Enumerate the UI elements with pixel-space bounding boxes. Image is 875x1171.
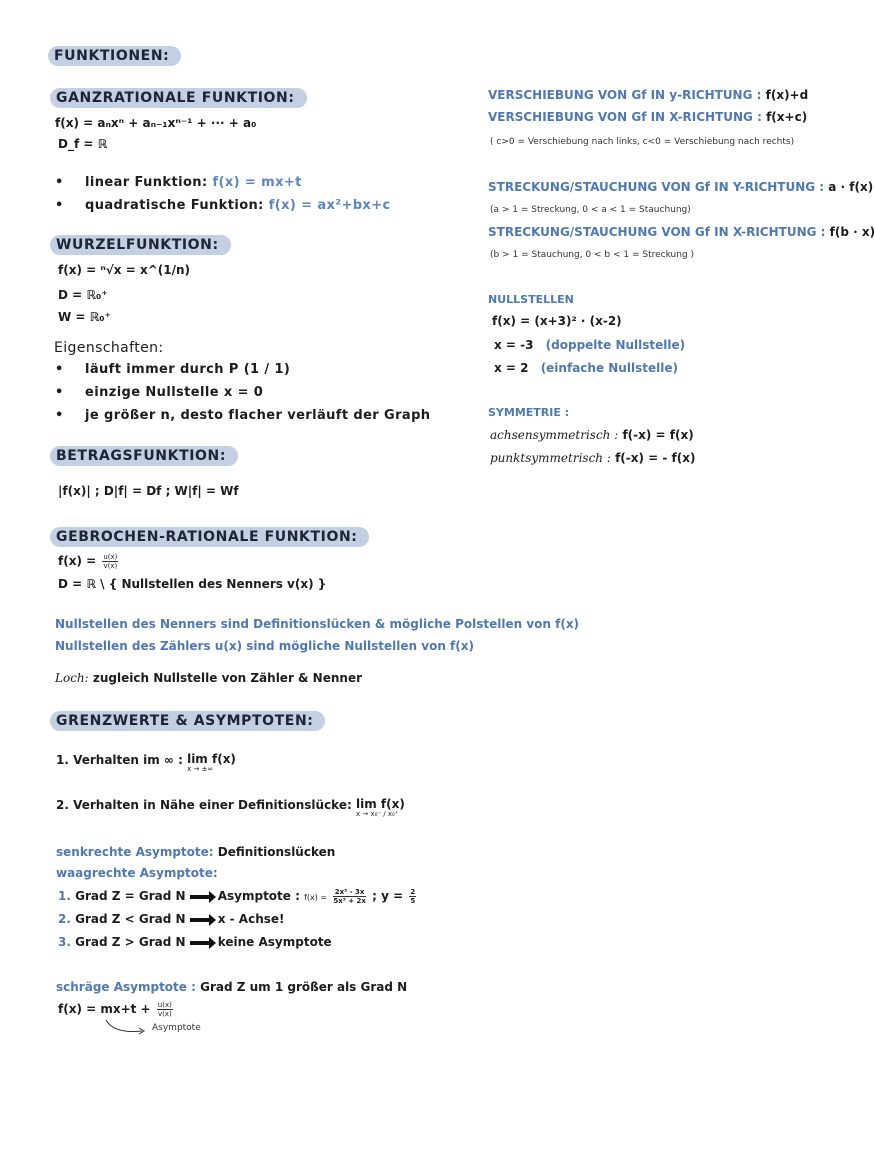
waag-item-1: 1. Grad Z = Grad N Asymptote : f(x) = $\frac{\text{2x³ - 3x}}{\text{5x³ + 2x}}$ ; y = $\frac{2}{5}$: [58, 888, 416, 905]
schraege-asymptote: schräge Asymptote : Grad Z um 1 größer als Grad N: [56, 980, 408, 994]
bullet-linear: • linear Funktion: f(x) = mx+t: [55, 175, 302, 190]
betrag-formula: |f(x)| ; D|f| = Df ; W|f| = Wf: [58, 484, 239, 498]
loch-line: Loch: zugleich Nullstelle von Zähler & Nenner: [55, 671, 363, 685]
asymptote-pointer-arrow: [100, 1018, 160, 1038]
nullstelle-2: x = 2 (einfache Nullstelle): [494, 361, 678, 375]
senkrechte-asymptote: senkrechte Asymptote: Definitionslücken: [56, 845, 336, 859]
bullet-quadratisch: • quadratische Funktion: f(x) = ax²+bx+c: [55, 198, 391, 213]
gebrochen-note-2: Nullstellen des Zählers u(x) sind mögliche Nullstellen von f(x): [55, 639, 474, 653]
prop-1: • läuft immer durch P (1 / 1): [55, 362, 291, 377]
grenzwert-item-2: 2. Verhalten in Nähe einer Definitionslücke: lim f(x) x → x₀⁻ / x₀⁺: [56, 797, 405, 818]
gebrochen-note-1: Nullstellen des Nenners sind Definitionslücken & mögliche Polstellen von f(x): [55, 617, 580, 631]
nullstellen-heading: NULLSTELLEN: [488, 293, 574, 306]
heading-wurzel: WURZELFUNKTION:: [50, 235, 231, 255]
stretch-x-note: (b > 1 = Stauchung, 0 < b < 1 = Streckung ): [490, 250, 695, 260]
linear-formula: f(x) = mx+t: [212, 175, 302, 190]
prop-3: • je größer n, desto flacher verläuft der Graph: [55, 408, 431, 423]
asymptote-note: Asymptote: [152, 1023, 201, 1033]
schraeg-formula: f(x) = mx+t + $\frac{u(x)}{v(x)}$: [58, 1001, 172, 1018]
symmetrie-punkt: punktsymmetrisch : f(-x) = - f(x): [490, 451, 696, 465]
symmetrie-achse: achsensymmetrisch : f(-x) = f(x): [490, 428, 694, 442]
stretch-y-note: (a > 1 = Streckung, 0 < a < 1 = Stauchung): [490, 205, 691, 215]
ganzrational-formula: f(x) = aₙxⁿ + aₙ₋₁xⁿ⁻¹ + ··· + a₀: [55, 116, 257, 130]
heading-grenzwerte: GRENZWERTE & ASYMPTOTEN:: [50, 711, 325, 731]
stretch-x: STRECKUNG/STAUCHUNG VON Gf IN X-RICHTUNG : f(b · x): [488, 225, 875, 239]
waag-item-3: 3. Grad Z > Grad N keine Asymptote: [58, 935, 332, 949]
stretch-y: STRECKUNG/STAUCHUNG VON Gf IN Y-RICHTUNG : a · f(x): [488, 180, 874, 194]
nullstelle-1: x = -3 (doppelte Nullstelle): [494, 338, 686, 352]
wurzel-formula: f(x) = ⁿ√x = x^(1/n): [58, 263, 190, 277]
heading-betrag: BETRAGSFUNKTION:: [50, 446, 238, 466]
main-title: FUNKTIONEN:: [48, 46, 181, 66]
eigenschaften-title: Eigenschaften:: [54, 340, 164, 356]
nullstellen-formula: f(x) = (x+3)² · (x-2): [492, 314, 622, 328]
quadratisch-formula: f(x) = ax²+bx+c: [268, 198, 391, 213]
waagrechte-asymptote: waagrechte Asymptote:: [56, 866, 218, 880]
wurzel-d: D = ℝ₀⁺: [58, 288, 108, 302]
gebrochen-domain: D = ℝ \ { Nullstellen des Nenners v(x) }: [58, 577, 327, 591]
waag-item-2: 2. Grad Z < Grad N x - Achse!: [58, 912, 285, 926]
gebrochen-formula: f(x) = $\frac{u(x)}{v(x)}$: [58, 553, 118, 570]
heading-ganzrational: GANZRATIONALE FUNKTION:: [50, 88, 307, 108]
prop-2: • einzige Nullstelle x = 0: [55, 385, 264, 400]
shift-y: VERSCHIEBUNG VON Gf IN y-RICHTUNG : f(x)+d: [488, 88, 809, 102]
shift-x: VERSCHIEBUNG VON Gf IN X-RICHTUNG : f(x+c): [488, 110, 808, 124]
wurzel-w: W = ℝ₀⁺: [58, 310, 111, 324]
ganzrational-domain: D_f = ℝ: [58, 137, 108, 151]
grenzwert-item-1: 1. Verhalten im ∞ : lim f(x) x → ±∞: [56, 752, 236, 773]
shift-note: ( c>0 = Verschiebung nach links, c<0 = Verschiebung nach rechts): [490, 137, 795, 147]
heading-gebrochen: GEBROCHEN-RATIONALE FUNKTION:: [50, 527, 369, 547]
symmetrie-heading: SYMMETRIE :: [488, 406, 570, 419]
